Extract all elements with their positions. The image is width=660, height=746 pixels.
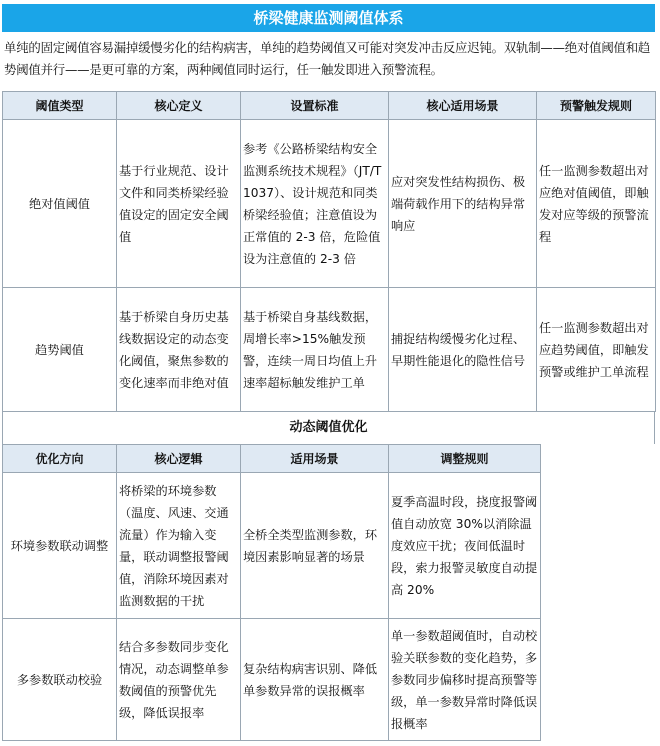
table-header-row [3, 92, 656, 120]
cell-logic: 结合多参数同步变化情况，动态调整单参数阈值的预警优先级，降低误报率 [117, 619, 241, 741]
cell-scenario: 应对突发性结构损伤、极端荷载作用下的结构异常响应 [389, 120, 537, 288]
cell-scenario: 全桥全类型监测参数，环境因素影响显著的场景 [241, 473, 389, 619]
cell-rule: 任一监测参数超出对应趋势阈值，即触发预警或维护工单流程 [537, 288, 656, 412]
header-cell: 核心逻辑 [117, 445, 241, 473]
table-row [3, 288, 656, 412]
cell-rule: 任一监测参数超出对应绝对值阈值，即触发对应等级的预警流程 [537, 120, 656, 288]
header-cell: 阈值类型 [3, 92, 117, 120]
header-cell: 设置标准 [241, 92, 389, 120]
optimization-table [2, 444, 541, 741]
cell-rule: 单一参数超阈值时，自动校验关联参数的变化趋势，多参数同步偏移时提高预警等级，单一参数异常时降低误报概率 [389, 619, 541, 741]
header-cell: 预警触发规则 [537, 92, 656, 120]
cell-type: 趋势阈值 [3, 288, 117, 412]
cell-type: 绝对值阈值 [3, 120, 117, 288]
cell-rule: 夏季高温时段，挠度报警阈值自动放宽 30%以消除温度效应干扰；夜间低温时段，索力报警灵敏度自动提高 20% [389, 473, 541, 619]
table-row [3, 120, 656, 288]
header-cell: 核心定义 [117, 92, 241, 120]
header-cell: 核心适用场景 [389, 92, 537, 120]
page-title: 桥梁健康监测阈值体系 [2, 4, 655, 32]
cell-direction: 环境参数联动调整 [3, 473, 117, 619]
cell-direction: 多参数联动校验 [3, 619, 117, 741]
cell-standard: 参考《公路桥梁结构安全监测系统技术规程》（JT/T 1037）、设计规范和同类桥梁经验值；注意值设为正常值的 2-3 倍，危险值设为注意值的 2-3 倍 [241, 120, 389, 288]
threshold-table [2, 91, 656, 412]
header-cell: 优化方向 [3, 445, 117, 473]
section-title: 动态阈值优化 [2, 412, 655, 444]
table-row [3, 619, 541, 741]
header-cell: 调整规则 [389, 445, 541, 473]
table-row [3, 473, 541, 619]
cell-standard: 基于桥梁自身基线数据，周增长率>15%触发预警，连续一周日均值上升速率超标触发维护工单 [241, 288, 389, 412]
table-header-row [3, 445, 541, 473]
cell-definition: 基于桥梁自身历史基线数据设定的动态变化阈值，聚焦参数的变化速率而非绝对值 [117, 288, 241, 412]
intro-paragraph: 单纯的固定阈值容易漏掉缓慢劣化的结构病害，单纯的趋势阈值又可能对突发冲击反应迟钝。双轨制——绝对值阈值和趋势阈值并行——是更可靠的方案，两种阈值同时运行，任一触发即进入预警流程。 [4, 40, 651, 77]
cell-logic: 将桥梁的环境参数（温度、风速、交通流量）作为输入变量，联动调整报警阈值，消除环境因素对监测数据的干扰 [117, 473, 241, 619]
cell-scenario: 复杂结构病害识别、降低单参数异常的误报概率 [241, 619, 389, 741]
header-cell: 适用场景 [241, 445, 389, 473]
cell-definition: 基于行业规范、设计文件和同类桥梁经验值设定的固定安全阈值 [117, 120, 241, 288]
cell-scenario: 捕捉结构缓慢劣化过程、早期性能退化的隐性信号 [389, 288, 537, 412]
